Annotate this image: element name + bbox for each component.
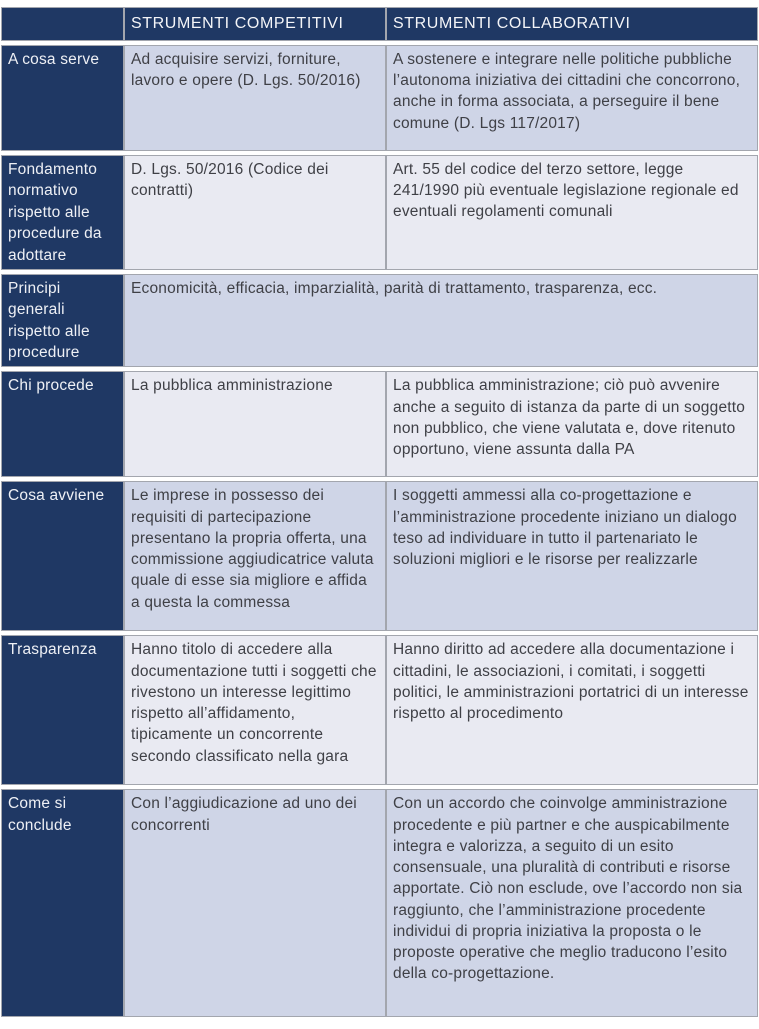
collaborative-cell: Hanno diritto ad accedere alla documentazione i cittadini, le associazioni, i comitati, i soggetti politici, le amministrazioni portatrici di un interesse rispetto al procedimento <box>386 635 758 785</box>
row-label-cell: Chi procede <box>1 371 124 477</box>
competitive-cell: Ad acquisire servizi, forniture, lavoro e opere (D. Lgs. 50/2016) <box>124 45 386 151</box>
row-label-cell: Principi generali rispetto alle procedure <box>1 274 124 368</box>
row-label-cell: Cosa avviene <box>1 481 124 631</box>
collaborative-cell: Art. 55 del codice del terzo settore, legge 241/1990 più eventuale legislazione regionale ed eventuali regolamenti comunali <box>386 155 758 270</box>
row-label-cell: Fondamento normativo rispetto alle procedure da adottare <box>1 155 124 270</box>
competitive-cell: Le imprese in possesso dei requisiti di partecipazione presentano la propria offerta, una commissione aggiudicatrice valuta quale di esse sia migliore e affida a questa la commessa <box>124 481 386 631</box>
collaborative-cell: I soggetti ammessi alla co-progettazione e l’amministrazione procedente iniziano un dialogo teso ad individuare in tutto il partenariato le soluzioni migliori e le risorse per realizzarle <box>386 481 758 631</box>
corner-cell <box>1 7 124 41</box>
column-header-collaborativi: STRUMENTI COLLABORATIVI <box>386 7 758 41</box>
row-label-cell: Trasparenza <box>1 635 124 785</box>
table-row-trasparenza <box>1 635 758 785</box>
competitive-cell: D. Lgs. 50/2016 (Codice dei contratti) <box>124 155 386 270</box>
competitive-cell: La pubblica amministrazione <box>124 371 386 477</box>
collaborative-cell: Con un accordo che coinvolge amministrazione procedente e più partner e che auspicabilmente integra e valorizza, a seguito di un esito consensuale, una pluralità di contributi e risorse apportate. Ciò non esclude, ove l’accordo non sia raggiunto, che l’amministrazione procedente individui di propria iniziativa la proposta o le proposte operative che meglio traducono l’esito della co-progettazione. <box>386 789 758 1017</box>
competitive-cell: Hanno titolo di accedere alla documentazione tutti i soggetti che rivestono un interesse legittimo rispetto all’affidamento, tipicamente un concorrente secondo classificato nella gara <box>124 635 386 785</box>
comparison-table <box>1 3 758 1021</box>
row-label-cell: A cosa serve <box>1 45 124 151</box>
competitive-cell: Con l’aggiudicazione ad uno dei concorrenti <box>124 789 386 1017</box>
row-label-cell: Come si conclude <box>1 789 124 1017</box>
table-row-a-cosa-serve <box>1 45 758 151</box>
table-row-principi-generali <box>1 274 758 368</box>
table-row-fondamento-normativo <box>1 155 758 270</box>
table-row-come-si-conclude <box>1 789 758 1017</box>
table-row-chi-procede <box>1 371 758 477</box>
header-row <box>1 7 758 41</box>
table-row-cosa-avviene <box>1 481 758 631</box>
collaborative-cell: A sostenere e integrare nelle politiche pubbliche l’autonoma iniziativa dei cittadini che concorrono, anche in forma associata, a perseguire il bene comune (D. Lgs 117/2017) <box>386 45 758 151</box>
collaborative-cell: La pubblica amministrazione; ciò può avvenire anche a seguito di istanza da parte di un soggetto non pubblico, che viene valutata e, dove ritenuto opportuno, viene assunta dalla PA <box>386 371 758 477</box>
merged-cell: Economicità, efficacia, imparzialità, parità di trattamento, trasparenza, ecc. <box>124 274 758 368</box>
column-header-competitivi: STRUMENTI COMPETITIVI <box>124 7 386 41</box>
